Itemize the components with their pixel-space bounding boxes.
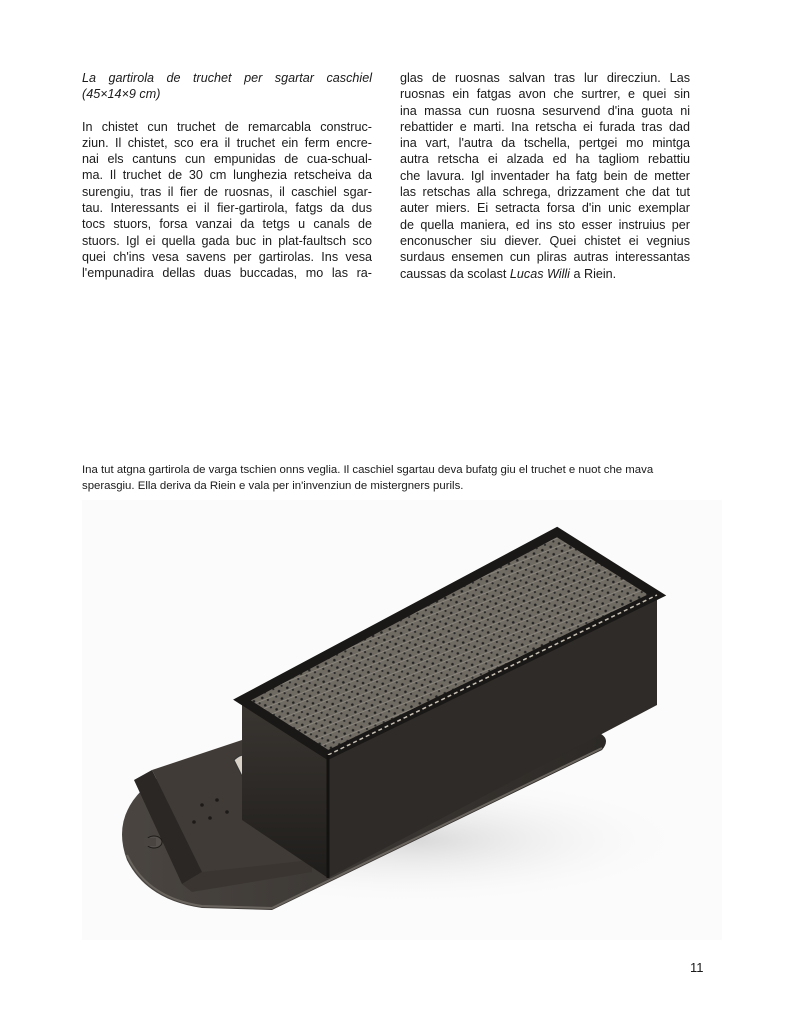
article-title bbox=[82, 70, 372, 103]
caption-line-1: Ina tut atgna gartirola de varga tschien onns veglia. Il caschiel sgartau deva bufatg giu el truchet e nuot che mava bbox=[82, 464, 654, 476]
left-column bbox=[82, 70, 372, 282]
left-paragraph bbox=[82, 119, 372, 282]
text-line: enconuscher siu diever. Quei chistet ei vegnius bbox=[400, 233, 690, 248]
text-line: rebattider e marti. Ina retscha ei furada tras dad bbox=[400, 119, 690, 134]
page-number: 11 bbox=[690, 960, 704, 975]
title-line-1: La gartirola de truchet per sgartar caschiel bbox=[82, 71, 372, 85]
grater-box-photo bbox=[82, 500, 722, 940]
right-column bbox=[400, 70, 690, 282]
text-line: che lavura. Igl inventader ha fatg bein de metter bbox=[400, 168, 690, 183]
text-line: In chistet cun truchet de remarcabla construc- bbox=[82, 119, 372, 134]
photo-caption bbox=[82, 463, 722, 494]
right-paragraph bbox=[400, 70, 690, 282]
text-line: autra retscha ei alzada ed ha tagliom rebattiu bbox=[400, 152, 690, 167]
text-line: quei ch'ins vesa savens per gartirolas. Ins vesa bbox=[82, 249, 372, 264]
text-line-last bbox=[400, 266, 690, 282]
donor-name: Lucas Willi bbox=[509, 266, 570, 281]
text-fragment: a Riein. bbox=[569, 266, 617, 281]
text-line: ruosnas ein fatgas avon che surtrer, e quei sin bbox=[400, 87, 690, 102]
text-line: glas de ruosnas salvan tras lur direcziun. Las bbox=[400, 71, 690, 85]
text-line: l'empunadira dellas duas buccadas, mo las ra- bbox=[82, 266, 372, 281]
text-line: de quella maniera, ed ins sto esser instruius per bbox=[400, 217, 690, 232]
text-line: tau. Interessants ei il fier-gartirola, fatgs da dus bbox=[82, 201, 372, 216]
caption-line-2: sperasgiu. Ella deriva da Riein e vala per in'invenziun de mistergners purils. bbox=[82, 479, 464, 492]
text-fragment: caussas da scolast bbox=[400, 266, 510, 281]
text-line: tocs stuors, forsa vanzai da tetgs u canals de bbox=[82, 217, 372, 232]
text-line: surengiu, tras il fier de ruosnas, il caschiel sgar- bbox=[82, 184, 372, 199]
text-line: nai els cantuns cun empunidas de cua-schual- bbox=[82, 152, 372, 167]
text-line: ina vart, l'autra da tschella, pertgei mo mintga bbox=[400, 136, 690, 151]
text-line: ma. Il truchet de 30 cm lunghezia retscheiva da bbox=[82, 168, 372, 183]
text-line: ina massa cun ruosna sesurvend d'ina guota ni bbox=[400, 103, 690, 118]
text-line: surdaus ensemen cun pliras autras interessantas bbox=[400, 250, 690, 265]
text-line: auter miers. Ei setracta forsa d'in unic exemplar bbox=[400, 201, 690, 216]
text-line: las retschas alla schrega, drizzament che dat tut bbox=[400, 185, 690, 200]
text-line: stuors. Igl ei quella gada buc in plat-faultsch sco bbox=[82, 233, 372, 248]
text-line: ziun. Il chistet, sco era il truchet ein ferm encre- bbox=[82, 135, 372, 150]
title-dimensions: (45×14×9 cm) bbox=[82, 87, 161, 102]
